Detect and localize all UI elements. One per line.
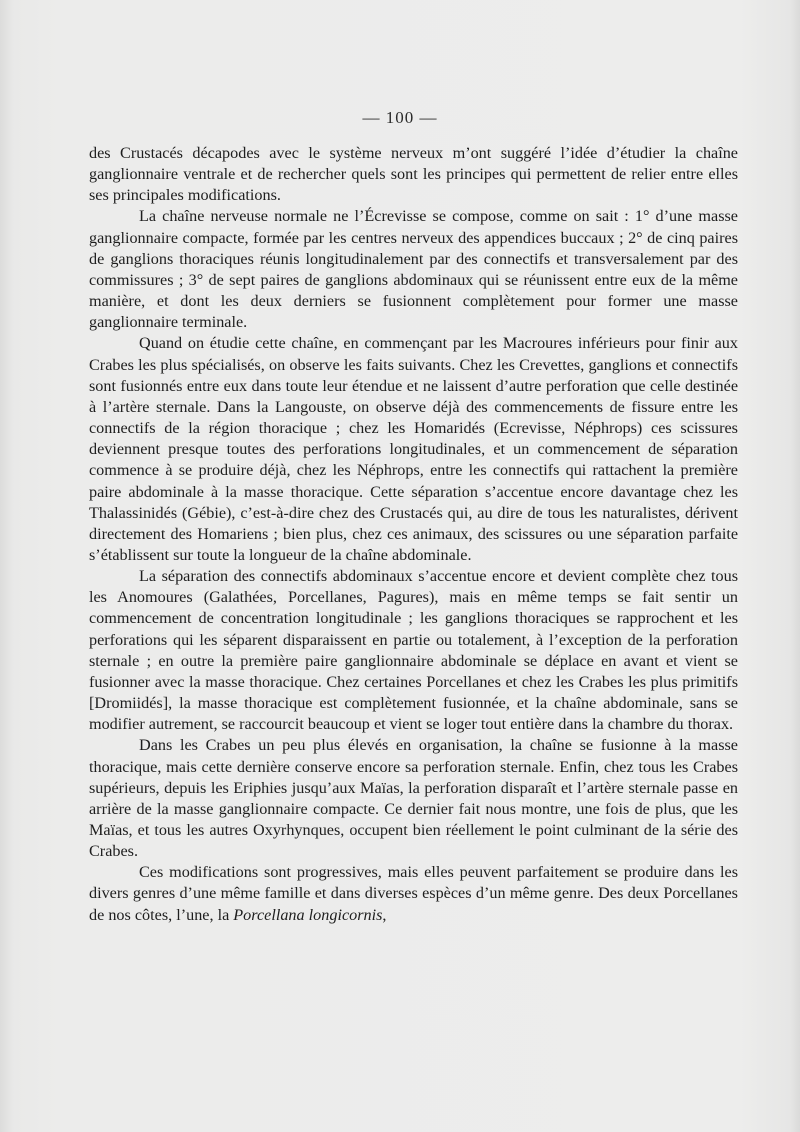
- paragraph-3: Quand on étudie cette chaîne, en commençant par les Macroures inférieurs pour finir aux Crabes les plus spécialisés, on observe les faits suivants. Chez les Crevettes, ganglions et connectifs sont fusionnés entre eux dans toute leur étendue et ne laissent d’autre perforation que celle destinée à l’artère sternale. Dans la Langouste, on observe déjà des commencements de fissure entre les connectifs de la région thoracique ; chez les Homaridés (Ecrevisse, Néphrops) ces scissures deviennent presque toutes des perforations longitudinales, et un commencement de séparation commence à se produire déjà, chez les Néphrops, entre les connectifs qui rattachent la première paire abdominale à la masse thoracique. Cette séparation s’accentue encore davantage chez les Thalassinidés (Gébie), c’est-à-dire chez des Crustacés qui, au dire de tous les naturalistes, dérivent directement des Homariens ; bien plus, chez ces animaux, des scissures ou une séparation parfaite s’établissent sur toute la longueur de la chaîne abdominale.: [89, 334, 738, 564]
- body-text: [89, 143, 738, 926]
- paragraph-6: [89, 862, 738, 925]
- paragraph-2: La chaîne nerveuse normale ne l’Écrevisse se compose, comme on sait : 1° d’une masse ganglionnaire compacte, formée par les centres nerveux des appendices buccaux ; 2° de cinq paires de ganglions thoraciques réunis longitudinalement par des connectifs et transversalement par des commissures ; 3° de sept paires de ganglions abdominaux qui se réunissent entre eux de la même manière, et dont les deux derniers se fusionnent complètement pour former une masse ganglionnaire terminale.: [89, 207, 738, 332]
- paragraph-1: des Crustacés décapodes avec le système nerveux m’ont suggéré l’idée d’étudier la chaîne ganglionnaire ventrale et de rechercher quels sont les principes qui permettent de relier entre elles ses principales modifications.: [89, 144, 738, 205]
- paragraph-6-text: Ces modifications sont progressives, mais elles peuvent parfaitement se produire dans les divers genres d’une même famille et dans diverses espèces d’un même genre. Des deux Porcellanes de nos côtes, l’une, la: [89, 863, 738, 924]
- paragraph-4: La séparation des connectifs abdominaux s’accentue encore et devient complète chez tous les Anomoures (Galathées, Porcellanes, Pagures), mais en même temps se fait sentir un commencement de concentration longitudinale ; les ganglions thoraciques se rapprochent et les perforations qui les séparent disparaissent en partie ou totalement, à l’exception de la perforation sternale ; en outre la première paire ganglionnaire abdominale se déplace en avant et vient se fusionner avec la masse thoracique. Chez certaines Porcellanes et chez les Crabes les plus primitifs [Dromiidés], la masse thoracique est complètement fusionnée, et la chaîne abdominale, sans se modifier autrement, se raccourcit beaucoup et vient se loger tout entière dans la chambre du thorax.: [89, 567, 738, 734]
- paragraph-6-tail: ,: [382, 905, 387, 924]
- species-name: Porcellana longicornis: [233, 905, 383, 924]
- paragraph-5: Dans les Crabes un peu plus élevés en organisation, la chaîne se fusionne à la masse thoracique, mais cette dernière conserve encore sa perforation sternale. Enfin, chez tous les Crabes supérieurs, depuis les Eriphies jusqu’aux Maïas, la perforation disparaît et l’artère sternale passe en arrière de la masse ganglionnaire compacte. Ce dernier fait nous montre, une fois de plus, que les Maïas, et tous les autres Oxyrhynques, occupent bien réellement le point culminant de la série des Crabes.: [89, 736, 738, 861]
- page-number: — 100 —: [362, 108, 438, 127]
